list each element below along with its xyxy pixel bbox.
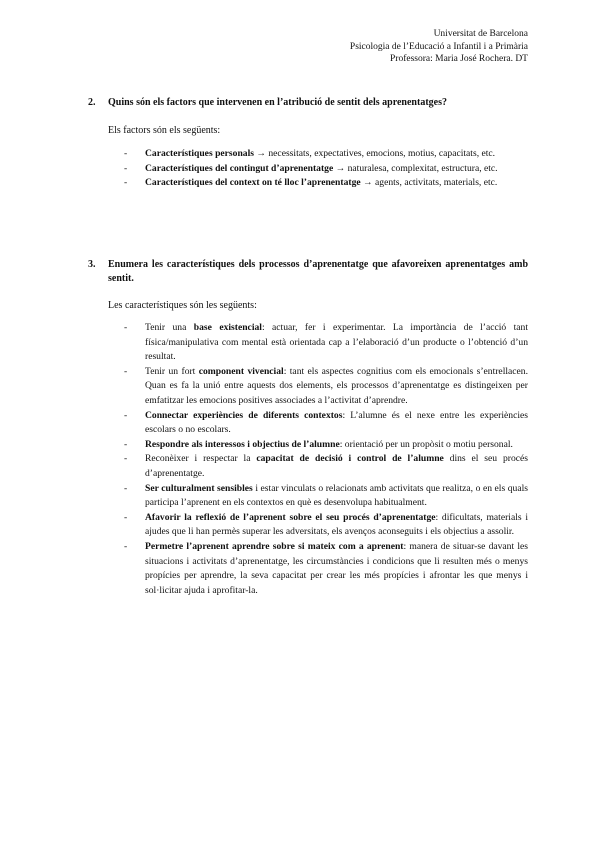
list-item-bold: component vivencial: [198, 365, 284, 377]
list-item-text: → naturalesa, complexitat, estructura, etc.: [333, 162, 498, 174]
list-item-bold: Característiques del context on té lloc l’aprenentatge: [145, 177, 361, 189]
list-item-text: i estar vinculats o relacionats amb activitats que realitza, o en els quals participa l’aprenent en els contextos en què es desenvolupa habitualment.: [145, 482, 528, 509]
list-item-bold: base existencial: [193, 322, 262, 333]
question-2-heading: [88, 96, 528, 110]
list-dash: -: [124, 409, 128, 421]
list-dash: -: [124, 453, 128, 465]
list-item-text: : L’alumne és el nexe entre les experiències escolars o no escolars.: [145, 409, 528, 436]
list-item-text: : dificultats, materials i ajudes que li han permès superar les adversitats, els avenços aconseguits i els objectius a assolir.: [145, 511, 529, 538]
list-item: [124, 438, 528, 453]
list-dash: -: [124, 365, 128, 377]
list-item: [124, 482, 528, 511]
list-item: [124, 176, 528, 191]
list-item: [124, 365, 528, 409]
list-item-text: : actuar, fer i experimentar. La importància de l’acció tant física/manipulativa com mental està orientada cap a l’elaboració d’un producte o l’obtenció d’un resultat.: [145, 322, 528, 363]
list-dash: -: [124, 322, 128, 333]
list-dash: -: [124, 177, 128, 189]
list-item-bold: capacitat de decisió i control de l’alumne: [256, 453, 444, 465]
list-dash: -: [124, 482, 128, 494]
list-item-bold: Característiques del contingut d’aprenentatge: [145, 162, 334, 174]
list-item-pre: Reconèixer i respectar la: [145, 453, 257, 465]
question-3-number: 3.: [88, 259, 96, 270]
list-item: [124, 321, 528, 365]
list-item: [124, 409, 528, 438]
list-item-bold: Respondre als interessos i objectius de l’alumne: [145, 438, 340, 450]
list-item-bold: Permetre l’aprenent aprendre sobre si mateix com a aprenent: [145, 540, 404, 552]
header-course: Psicologia de l’Educació a Infantil i a Primària: [349, 41, 528, 52]
list-item: [124, 147, 528, 162]
list-item-bold: Ser culturalment sensibles: [145, 482, 253, 494]
list-dash: -: [124, 148, 128, 159]
list-item: [124, 162, 528, 177]
list-dash: -: [124, 162, 128, 174]
list-item: [124, 540, 528, 598]
question-3-list: [124, 321, 528, 598]
list-dash: -: [124, 438, 128, 450]
list-dash: -: [124, 540, 128, 552]
list-item-bold: Afavorir la reflexió de l’aprenent sobre el seu procés d’aprenentatge: [145, 511, 436, 523]
list-item-text: → agents, activitats, materials, etc.: [360, 177, 498, 189]
question-2-list: [124, 147, 528, 191]
header-university: Universitat de Barcelona: [433, 29, 528, 39]
list-item-text: → necessitats, expectatives, emocions, motius, capacitats, etc.: [253, 148, 496, 159]
question-3-title: Enumera les característiques dels processos d’aprenentatge que afavoreixen aprenentatges amb sentit.: [108, 259, 528, 284]
question-2-intro: Els factors són els següents:: [108, 125, 221, 136]
list-item-text: : manera de situar-se davant les situacions i activitats d’aprenentatge, les circumstàncies i condicions que li resulten més o menys propícies per aprendre, la seva capacitat per crear les més propícies i afrontar les que menys i sol·licitar ajuda i aprofitar-la.: [145, 540, 528, 596]
list-item-text: dins el seu procés d’aprenentatge.: [145, 453, 529, 479]
list-item-pre: Tenir una: [145, 322, 194, 333]
document-header: [350, 28, 528, 66]
list-item-text: : tant els aspectes cognitius com els emocionals s’entrellacen. Quan es fa la unió entre aquests dos elements, els processos d’aprenentatge es distingeixen per emfatitzar les emocions positives associades a l’activitat d’aprendre.: [145, 365, 528, 406]
list-item-bold: Característiques personals: [145, 148, 254, 159]
header-professor: Professora: Maria José Rochera. DT: [390, 54, 528, 64]
question-2-title: Quins són els factors que intervenen en l’atribució de sentit dels aprenentatges?: [108, 97, 447, 108]
question-3-intro: Les característiques són les següents:: [108, 300, 257, 311]
list-item: [124, 452, 528, 481]
question-2-number: 2.: [88, 97, 96, 108]
list-item-bold: Connectar experiències de diferents contextos: [145, 409, 343, 421]
question-3-heading: [88, 258, 528, 286]
list-item-pre: Tenir un fort: [145, 365, 199, 377]
list-dash: -: [124, 511, 128, 523]
list-item: [124, 511, 528, 540]
list-item-text: : orientació per un propòsit o motiu personal.: [339, 438, 513, 450]
